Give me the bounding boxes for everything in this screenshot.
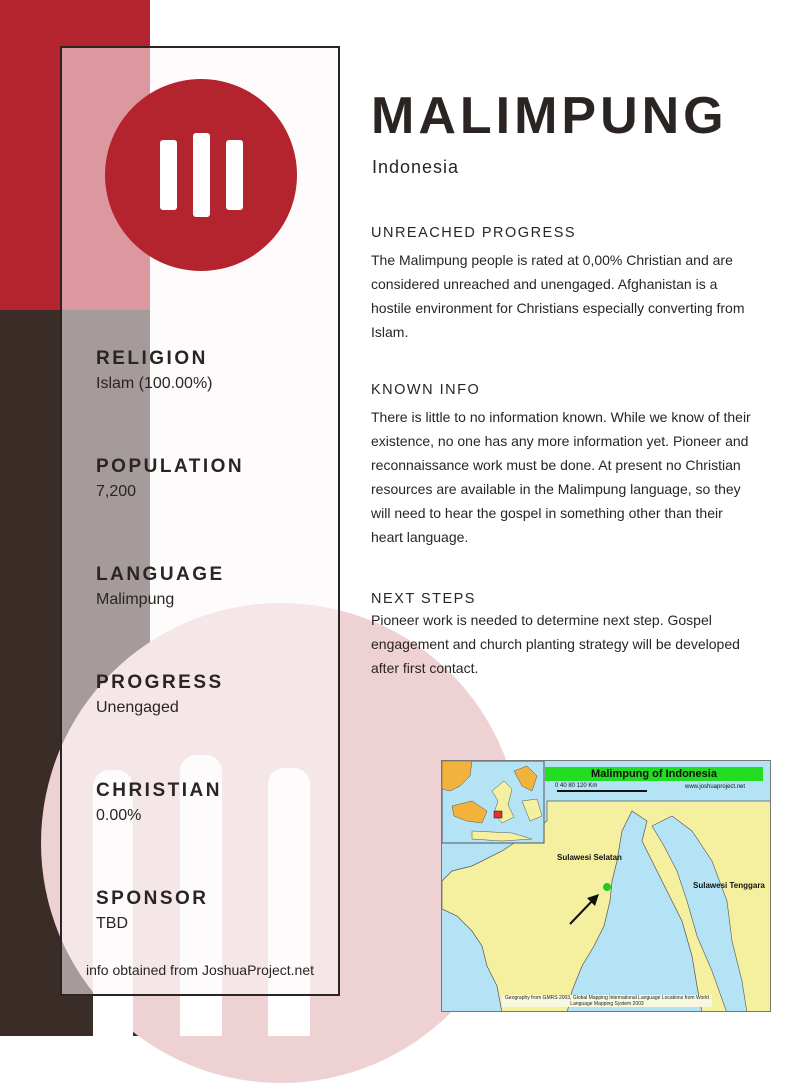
page-subtitle: Indonesia [372,157,460,177]
section-heading: NEXT STEPS [371,591,476,607]
stat-label: SPONSOR [96,888,209,909]
stat-progress [96,672,224,718]
stat-value: Unengaged [96,699,179,716]
stat-value: 0.00% [96,807,142,824]
source-footer: info obtained from JoshuaProject.net [85,962,315,978]
stat-christian [96,780,222,826]
stat-language [96,564,225,610]
section-next-steps [371,590,751,680]
stat-label: RELIGION [96,348,208,369]
section-body: The Malimpung people is rated at 0,00% Christian and are considered unreached and unengaged. Afghanistan is a hostile environment for Christians especially converting from Islam. [371,252,745,340]
stat-label: CHRISTIAN [96,780,222,801]
map-website: www.joshuaproject.net [685,784,746,790]
map-scale: 0 40 80 120 Km [555,783,598,789]
stat-value: Malimpung [96,591,175,608]
map-label-tenggara: Sulawesi Tenggara [693,881,765,890]
section-heading: UNREACHED PROGRESS [371,225,577,241]
section-body: Pioneer work is needed to determine next step. Gospel engagement and church planting strategy will be developed after first contact. [371,612,740,676]
stat-label: LANGUAGE [96,564,225,585]
stat-population [96,456,244,502]
section-known-info [371,381,751,549]
logo-icon [105,79,297,271]
map-title: Malimpung of Indonesia [545,767,763,781]
section-unreached-progress [371,224,751,344]
stat-sponsor [96,888,209,934]
map-credit: Geography from GMRS 2003, Global Mapping International Language Locations from World Language Mapping System 2003 [502,995,712,1007]
page-title: MALIMPUNG [371,87,728,145]
stat-label: PROGRESS [96,672,224,693]
location-map [441,760,771,1012]
section-heading: KNOWN INFO [371,382,481,398]
stat-value: TBD [96,915,128,932]
stat-value: 7,200 [96,483,137,500]
stat-religion [96,348,213,394]
stat-label: POPULATION [96,456,245,477]
stat-value: Islam (100.00%) [96,375,213,392]
map-label-selatan: Sulawesi Selatan [557,853,622,862]
section-body: There is little to no information known. While we know of their existence, no one has any more information yet. Pioneer and reconnaissance work must be done. At present no Christian resources are available in the Malimpung language, so they will need to hear the gospel in something other than their heart language. [371,409,751,545]
